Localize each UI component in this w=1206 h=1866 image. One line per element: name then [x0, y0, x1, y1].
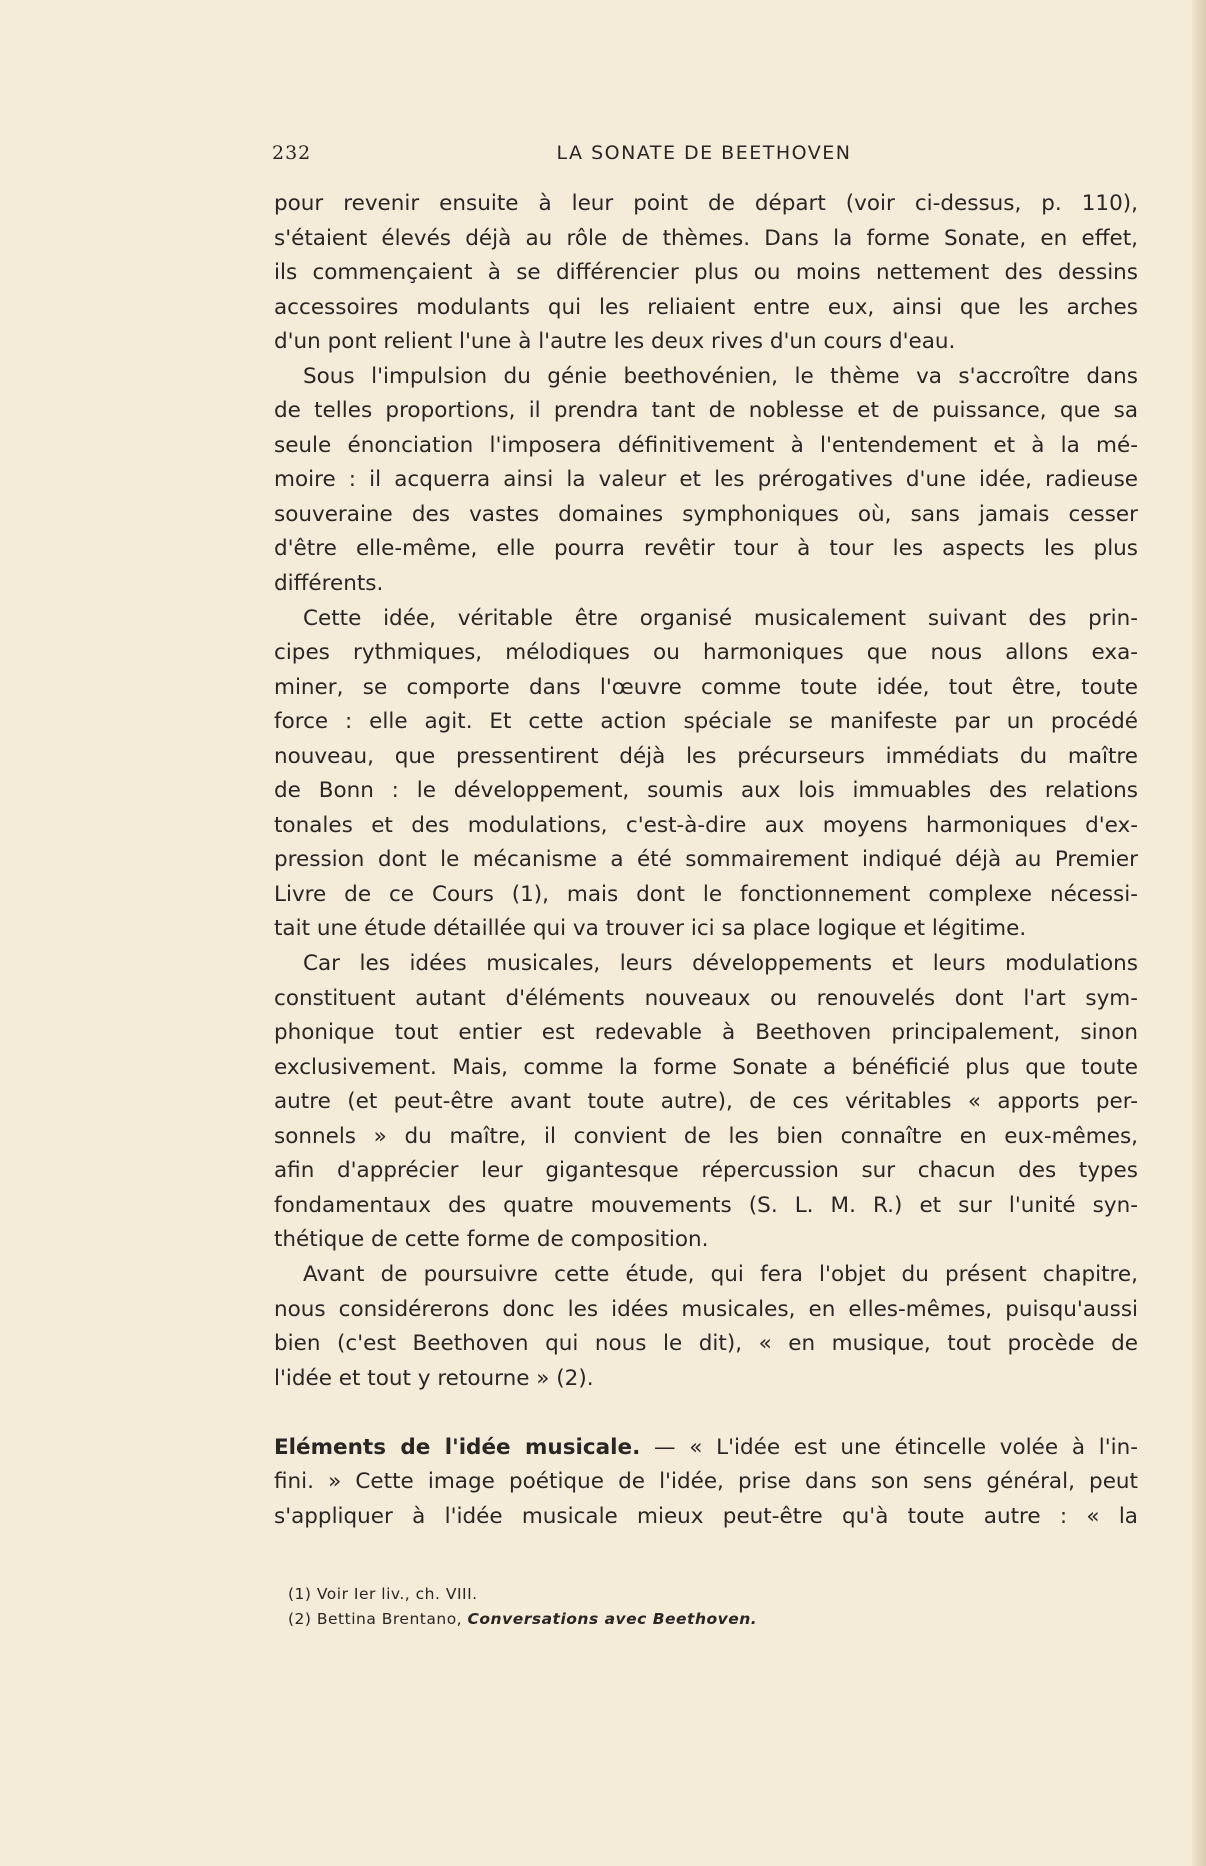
text-line: ils commençaient à se différencier plus ou moins nettement des dessins [274, 260, 1138, 286]
text-line: souveraine des vastes domaines symphoniques où, sans jamais cesser [274, 501, 1138, 527]
text-line: de Bonn : le développement, soumis aux lois immuables des relations [274, 778, 1138, 804]
page-edge-shadow [1192, 0, 1206, 1866]
text-line: Livre de ce Cours (1), mais dont le fonctionnement complexe nécessi- [274, 881, 1138, 907]
text-line: force : elle agit. Et cette action spéciale se manifeste par un procédé [274, 709, 1138, 735]
section-heading-line [274, 1431, 1138, 1466]
text-line: pour revenir ensuite à leur point de départ (voir ci-dessus, p. 110), [274, 191, 1138, 216]
text-line: miner, se comporte dans l'œuvre comme toute idée, tout être, toute [274, 674, 1138, 700]
text-line: thétique de cette forme de composition. [274, 1227, 709, 1253]
text-line: afin d'apprécier leur gigantesque répercussion sur chacun des types [274, 1158, 1138, 1184]
text-line: fondamentaux des quatre mouvements (S. L. M. R.) et sur l'unité syn- [274, 1192, 1138, 1218]
text-line: cipes rythmiques, mélodiques ou harmoniques que nous allons exa- [274, 640, 1138, 666]
section-heading: Eléments de l'idée musicale. [274, 1434, 641, 1460]
page-header [272, 142, 1136, 172]
text-line: nous considérerons donc les idées musicales, en elles-mêmes, puisqu'aussi [274, 1296, 1138, 1322]
text-line: nouveau, que pressentirent déjà les précurseurs immédiats du maître [274, 743, 1138, 769]
text-line: constituent autant d'éléments nouveaux ou renouvelés dont l'art sym- [274, 985, 1138, 1011]
text-line: de telles proportions, il prendra tant de noblesse et de puissance, que sa [274, 398, 1138, 424]
text-line: Car les idées musicales, leurs développements et leurs modulations [303, 951, 1138, 977]
text-line: bien (c'est Beethoven qui nous le dit), « en musique, tout procède de [274, 1331, 1138, 1357]
text-line: d'être elle-même, elle pourra revêtir tour à tour les aspects les plus [274, 536, 1138, 562]
text-line: Cette idée, véritable être organisé musicalement suivant des prin- [303, 605, 1138, 631]
footnote-2-title: Conversations avec Beethoven. [467, 1610, 758, 1628]
text-line: autre (et peut-être avant toute autre), de ces véritables « apports per- [274, 1089, 1138, 1115]
text-line: phonique tout entier est redevable à Beethoven principalement, sinon [274, 1020, 1138, 1046]
footnote-2 [288, 1607, 1108, 1632]
text-line: tait une étude détaillée qui va trouver ici sa place logique et légitime. [274, 916, 1027, 942]
footnote-2-prefix: (2) Bettina Brentano, [288, 1610, 468, 1628]
text-line: accessoires modulants qui les reliaient entre eux, ainsi que les arches [274, 294, 1138, 320]
page-number: 232 [272, 142, 312, 164]
text-line: s'étaient élevés déjà au rôle de thèmes. Dans la forme Sonate, en effet, [274, 225, 1138, 251]
text-line: moire : il acquerra ainsi la valeur et les prérogatives d'une idée, radieuse [274, 467, 1138, 493]
footnotes [288, 1582, 1108, 1632]
text-line: pression dont le mécanisme a été sommairement indiqué déjà au Premier [274, 847, 1138, 873]
paragraph-gap [274, 1396, 1138, 1431]
text-line: d'un pont relient l'une à l'autre les deux rives d'un cours d'eau. [274, 329, 956, 355]
text-line: seule énonciation l'imposera définitivement à l'entendement et à la mé- [274, 432, 1138, 458]
body-text [274, 187, 1138, 1534]
section-heading-rest: — « L'idée est une étincelle volée à l'in- [640, 1434, 1138, 1460]
text-line: exclusivement. Mais, comme la forme Sonate a bénéficié plus que toute [274, 1054, 1138, 1080]
text-line: fini. » Cette image poétique de l'idée, prise dans son sens général, peut [274, 1469, 1138, 1495]
text-line: tonales et des modulations, c'est-à-dire aux moyens harmoniques d'ex- [274, 812, 1138, 838]
text-line: différents. [274, 571, 384, 597]
text-line: Avant de poursuivre cette étude, qui fera l'objet du présent chapitre, [303, 1261, 1138, 1287]
footnote-1: (1) Voir Ier liv., ch. VIII. [288, 1585, 478, 1603]
text-line: sonnels » du maître, il convient de les bien connaître en eux-mêmes, [274, 1123, 1138, 1149]
text-line: l'idée et tout y retourne » (2). [274, 1365, 594, 1391]
running-title: LA SONATE DE BEETHOVEN [556, 142, 852, 164]
text-line: s'appliquer à l'idée musicale mieux peut-être qu'à toute autre : « la [274, 1503, 1138, 1529]
text-line: Sous l'impulsion du génie beethovénien, le thème va s'accroître dans [303, 363, 1138, 389]
